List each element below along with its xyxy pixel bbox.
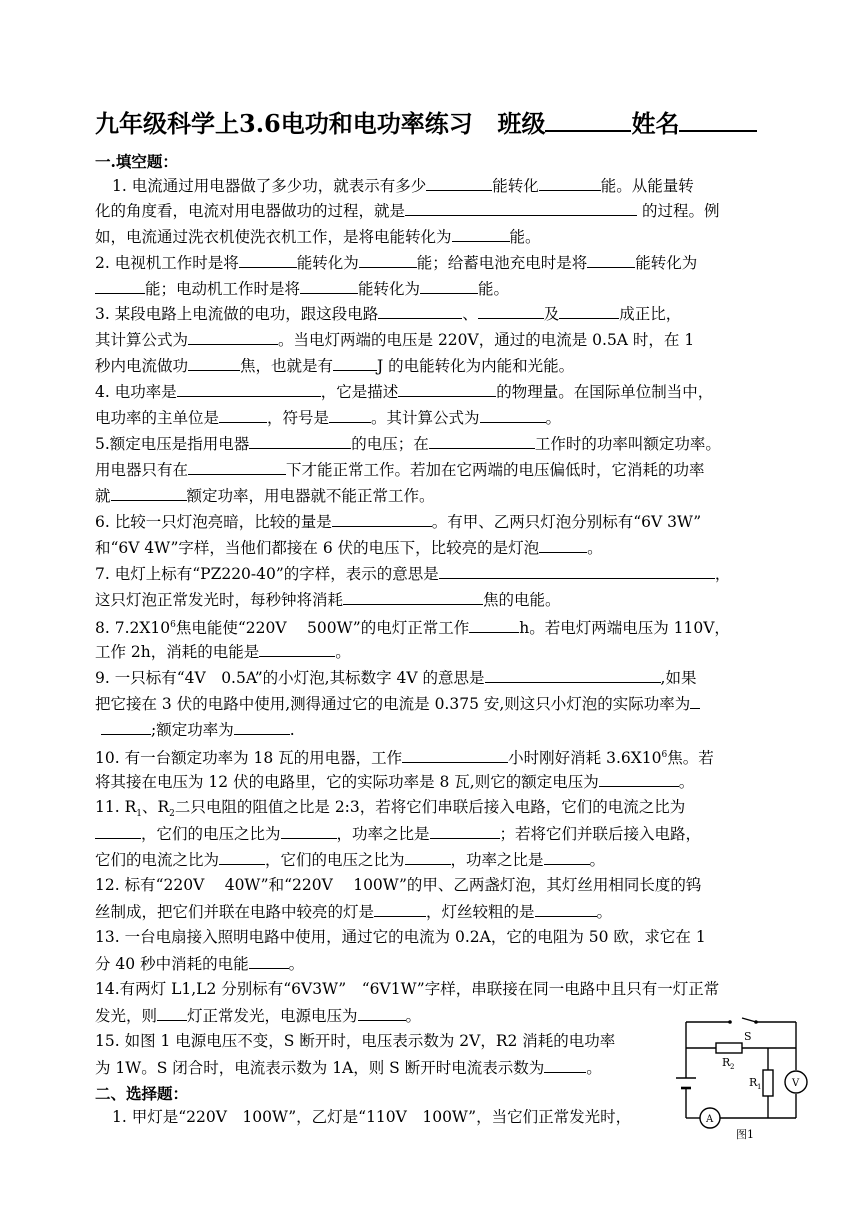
r1-subscript: 1 [757, 1083, 762, 1091]
answer-blank[interactable] [239, 251, 297, 268]
q2-line1: 2. 电视机工作时是将 能转化为 能；给蓄电池充电时是将 能转化为 [95, 251, 775, 274]
q15-line1: 15. 如图 1 电源电压不变，S 断开时，电压表示数为 2V，R2 消耗的电功率 [95, 1032, 616, 1050]
q13-line2: 分 40 秒中消耗的电能 。 [95, 952, 775, 975]
q3-line3: 秒内电流做功 焦，也就是有 J 的电能转化为内能和光能。 [95, 354, 775, 377]
answer-blank[interactable] [544, 1056, 586, 1073]
answer-blank[interactable] [485, 666, 661, 683]
q9-line2: 把它接在 3 伏的电路中使用,测得通过它的电流是 0.375 安,则这只小灯泡的实际功率为 [95, 692, 775, 715]
answer-blank[interactable] [430, 822, 500, 839]
q8-line1: 8. $7.2X10^6$焦电能使“220V 500W”的电灯正常工作 h。若电灯两端电压为 110V， [95, 614, 775, 639]
r2-subscript: 2 [730, 1063, 735, 1071]
q12-line1: 12. 标有“220V 40W”和“220V 100W”的甲、乙两盏灯泡，其灯丝用相同长度的钨 [95, 876, 702, 894]
answer-blank[interactable] [405, 848, 451, 865]
answer-blank[interactable] [95, 822, 141, 839]
q11-line2: ，它们的电压之比为 ，功率之比是 ；若将它们并联后接入电路， [95, 822, 775, 845]
answer-blank[interactable] [219, 406, 267, 423]
answer-blank[interactable] [420, 277, 478, 294]
switch-label: S [744, 1030, 752, 1043]
answer-blank[interactable] [405, 199, 637, 216]
answer-blank[interactable] [157, 1004, 187, 1021]
answer-blank[interactable] [177, 380, 321, 397]
q10-line2: 将其接在电压为 12 伏的电路里，它的实际功率是 8 瓦,则它的额定电压为 。 [95, 770, 775, 793]
r1-label: R [749, 1076, 758, 1089]
answer-blank[interactable] [188, 458, 286, 475]
r2-label: R [722, 1056, 731, 1069]
name-label: 姓名 [631, 109, 680, 138]
answer-blank[interactable] [539, 174, 601, 191]
switch-contact [754, 1020, 758, 1024]
q12-line2: 丝制成，把它们并联在电路中较亮的灯是 ，灯丝较粗的是 。 [95, 900, 775, 923]
q10-line1: 10. 有一台额定功率为 18 瓦的用电器，工作 小时刚好消耗 $3.6X10^6$焦。若 [95, 744, 775, 769]
answer-blank[interactable] [539, 536, 587, 553]
q1-line3: 如，电流通过洗衣机使洗衣机工作，是将电能转化为 能。 [95, 225, 775, 248]
answer-blank[interactable] [378, 302, 462, 319]
section-fill-heading: 一.填空题： [95, 152, 178, 171]
q3-line2: 其计算公式为 。当电灯两端的电压是 220V，通过的电流是 0.5A 时，在 1 [95, 328, 775, 351]
ammeter-icon: A [706, 1114, 714, 1125]
q6-line1: 6. 比较一只灯泡亮暗，比较的量是 。有甲、乙两只灯泡分别标有“6V 3W” [95, 510, 775, 533]
answer-blank[interactable] [329, 406, 371, 423]
answer-blank[interactable] [469, 616, 519, 633]
answer-blank[interactable] [101, 718, 151, 735]
choice-q1-line1: 1. 甲灯是“220V 100W”，乙灯是“110V 100W”，当它们正常发光时， [112, 1108, 632, 1126]
answer-blank[interactable] [359, 251, 417, 268]
switch-contact [728, 1020, 732, 1024]
q11-line1: 11. $R_1$、$R_2$二只电阻的阻值之比是 2:3，若将它们串联后接入电路，它们的电流之比为 [95, 798, 686, 820]
answer-blank[interactable] [358, 1004, 406, 1021]
answer-blank[interactable] [426, 174, 492, 191]
answer-blank[interactable] [429, 432, 535, 449]
figure-caption: 图1 [736, 1128, 754, 1141]
answer-blank[interactable] [480, 406, 546, 423]
q6-line2: 和“6V 4W”字样，当他们都接在 6 伏的电压下，比较亮的是灯泡 。 [95, 536, 775, 559]
answer-blank[interactable] [587, 251, 635, 268]
answer-blank[interactable] [259, 640, 335, 657]
answer-blank[interactable] [343, 588, 483, 605]
q1-line2: 化的角度看，电流对用电器做功的过程，就是 的过程。例 [95, 199, 775, 222]
q1-line1: 1. 电流通过用电器做了多少功，就表示有多少 能转化 能。从能量转 [112, 174, 792, 197]
class-label: 班级 [497, 109, 546, 138]
answer-blank[interactable] [249, 952, 289, 969]
q11-line3: 它们的电流之比为 ，它们的电压之比为 ，功率之比是 。 [95, 848, 775, 871]
name-blank[interactable] [679, 110, 757, 132]
answer-blank[interactable] [544, 848, 590, 865]
class-blank[interactable] [545, 110, 631, 132]
q9-line1: 9. 一只标有“4V 0.5A”的小灯泡,其标数字 4V 的意思是 ,如果 [95, 666, 775, 689]
answer-blank[interactable] [111, 484, 187, 501]
q7-line1: 7. 电灯上标有“PZ220-40”的字样，表示的意思是 ， [95, 562, 775, 585]
q15-line2: 为 1W。S 闭合时，电流表示数为 1A，则 S 断开时电流表示数为 。 [95, 1056, 665, 1079]
circuit-figure [672, 1012, 812, 1142]
answer-blank[interactable] [599, 770, 679, 787]
q4-line2: 电功率的主单位是 ，符号是 。其计算公式为 。 [95, 406, 775, 429]
answer-blank[interactable] [234, 718, 290, 735]
q5-line1: 5.额定电压是指用电器 的电压；在 工作时的功率叫额定功率。 [95, 432, 775, 455]
q4-line1: 4. 电功率是 ，它是描述 的物理量。在国际单位制当中， [95, 380, 775, 403]
q5-line2: 用电器只有在 下才能正常工作。若加在它两端的电压偏低时，它消耗的功率 [95, 458, 775, 481]
answer-blank[interactable] [249, 432, 351, 449]
answer-blank[interactable] [188, 328, 278, 345]
voltmeter-icon: V [792, 1078, 800, 1089]
section-choice-heading: 二、选择题： [95, 1084, 189, 1103]
answer-blank[interactable] [374, 900, 426, 917]
q9-line3: ;额定功率为 . [95, 718, 775, 741]
answer-blank[interactable] [219, 848, 265, 865]
answer-blank[interactable] [188, 354, 240, 371]
q3-line1: 3. 某段电路上电流做的电功，跟这段电路 、 及 成正比， [95, 302, 775, 325]
answer-blank[interactable] [333, 354, 377, 371]
title-text: 九年级科学上3.6电功和电功率练习 [95, 109, 473, 138]
q13-line1: 13. 一台电扇接入照明电路中使用，通过它的电流为 0.2A，它的电阻为 50 欧，求它在 1 [95, 928, 706, 946]
answer-blank[interactable] [398, 380, 496, 397]
q7-line2: 这只灯泡正常发光时，每秒钟将消耗 焦的电能。 [95, 588, 775, 611]
answer-blank[interactable] [300, 277, 358, 294]
answer-blank[interactable] [95, 277, 145, 294]
answer-blank[interactable] [439, 562, 715, 579]
answer-blank[interactable] [452, 225, 510, 242]
page-title [95, 104, 757, 139]
q14-line2: 发光，则 灯正常发光，电源电压为 。 [95, 1004, 775, 1027]
answer-blank[interactable] [402, 746, 508, 763]
answer-blank[interactable] [690, 692, 700, 709]
q8-line2: 工作 2h，消耗的电能是 。 [95, 640, 775, 663]
q2-line2: 能；电动机工作时是将 能转化为 能。 [95, 277, 775, 300]
answer-blank[interactable] [478, 302, 544, 319]
answer-blank[interactable] [281, 822, 337, 839]
answer-blank[interactable] [535, 900, 597, 917]
answer-blank[interactable] [559, 302, 619, 319]
answer-blank[interactable] [332, 510, 432, 527]
q14-line1: 14.有两灯 L1,L2 分别标有“6V3W” “6V1W”字样，串联接在同一电路中且只有一灯正常 [95, 980, 720, 998]
q5-line3: 就 额定功率，用电器就不能正常工作。 [95, 484, 775, 507]
